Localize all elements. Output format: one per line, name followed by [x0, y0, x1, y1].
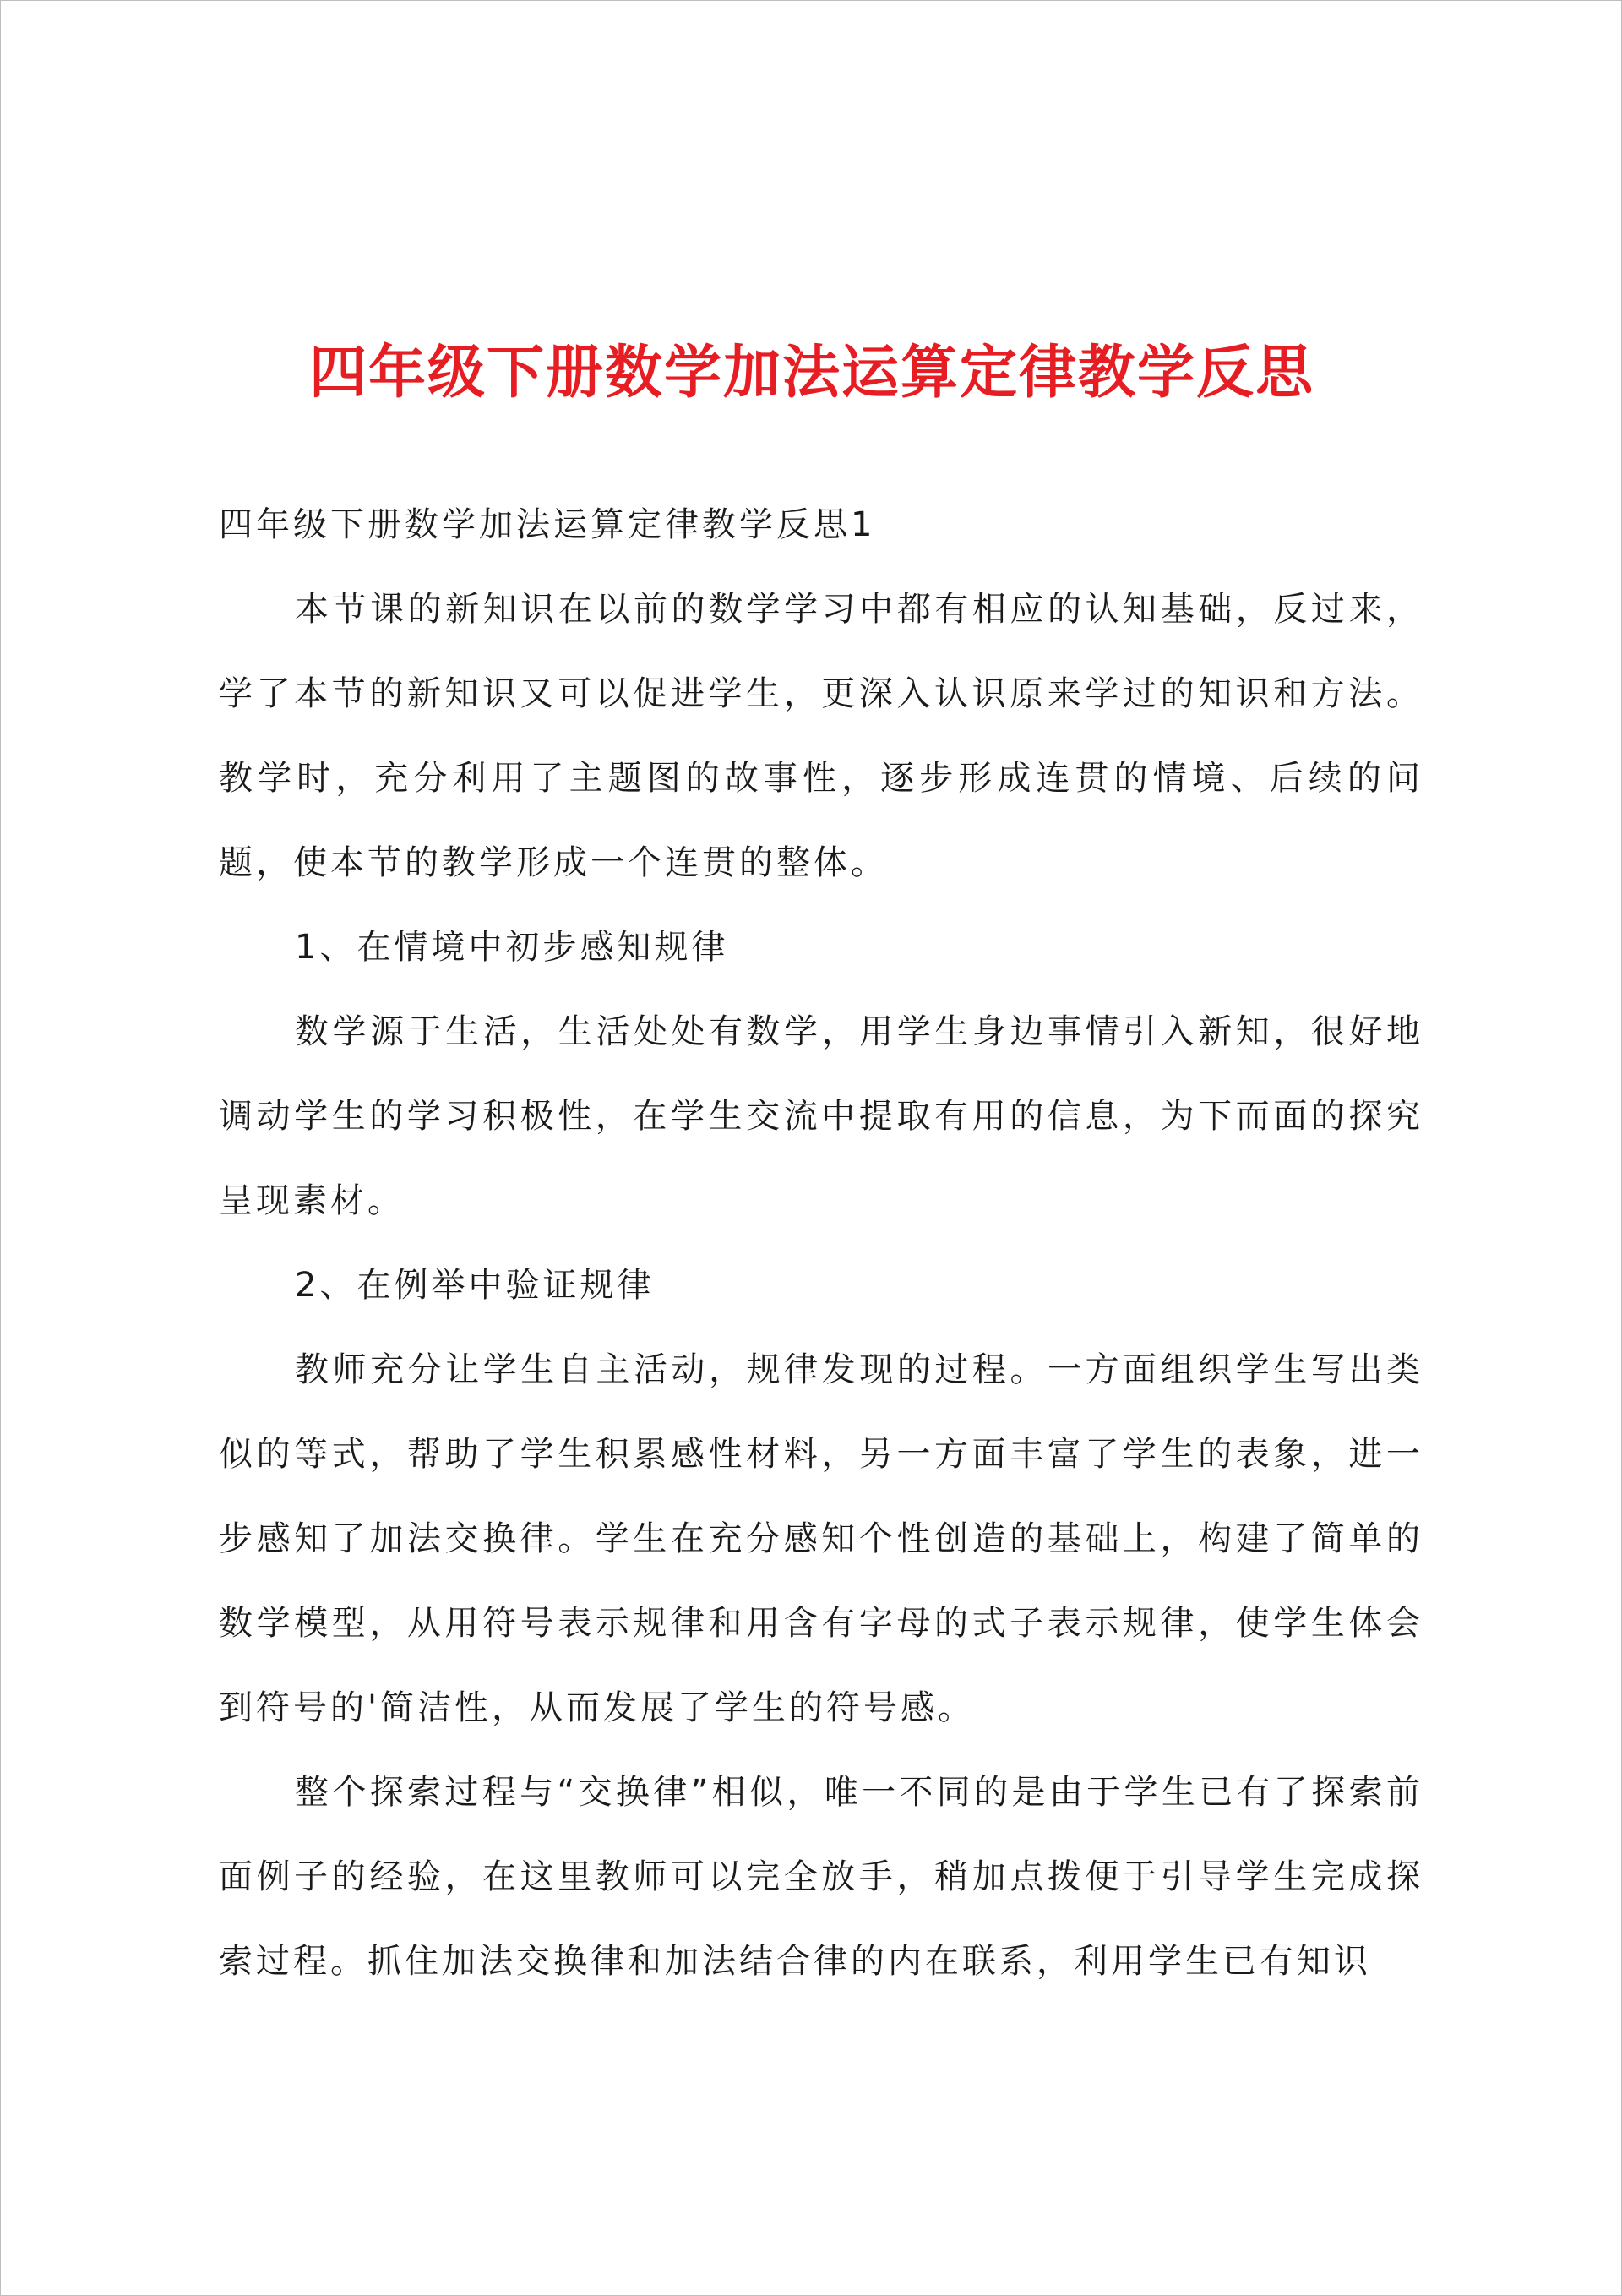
section-heading-2: 2、在例举中验证规律: [295, 1266, 655, 1305]
paragraph: 数学源于生活，生活处处有数学，用学生身边事情引入新知，很好地调动学生的学习积极性，在学生交流中提取有用的信息，为下而面的探究呈现素材。: [219, 1012, 1423, 1220]
section-heading-1: 1、在情境中初步感知规律: [295, 928, 729, 967]
paragraph: 整个探索过程与“交换律”相似，唯一不同的是由于学生已有了探索前面例子的经验，在这里教师可以完全放手，稍加点拨便于引导学生完成探索过程。抓住加法交换律和加法结合律的内在联系，利用学生已有知识: [219, 1773, 1423, 1981]
paragraph-heading: 四年级下册数学加法运算定律教学反思1: [219, 505, 876, 544]
document-title: 四年级下册数学加法运算定律教学反思: [308, 339, 1314, 406]
paragraph: 本节课的新知识在以前的数学学习中都有相应的认知基础，反过来，学了本节的新知识又可以促进学生，更深入认识原来学过的知识和方法。教学时，充分利用了主题图的故事性，逐步形成连贯的情境、后续的问题，使本节的教学形成一个连贯的整体。: [219, 590, 1423, 882]
document-body: [219, 483, 1423, 2004]
paragraph: 教师充分让学生自主活动，规律发现的过程。一方面组织学生写出类似的等式，帮助了学生积累感性材料，另一方面丰富了学生的表象，进一步感知了加法交换律。学生在充分感知个性创造的基础上，构建了简单的数学模型，从用符号表示规律和用含有字母的式子表示规律，使学生体会到符号的'简洁性，从而发展了学生的符号感。: [219, 1350, 1423, 1727]
